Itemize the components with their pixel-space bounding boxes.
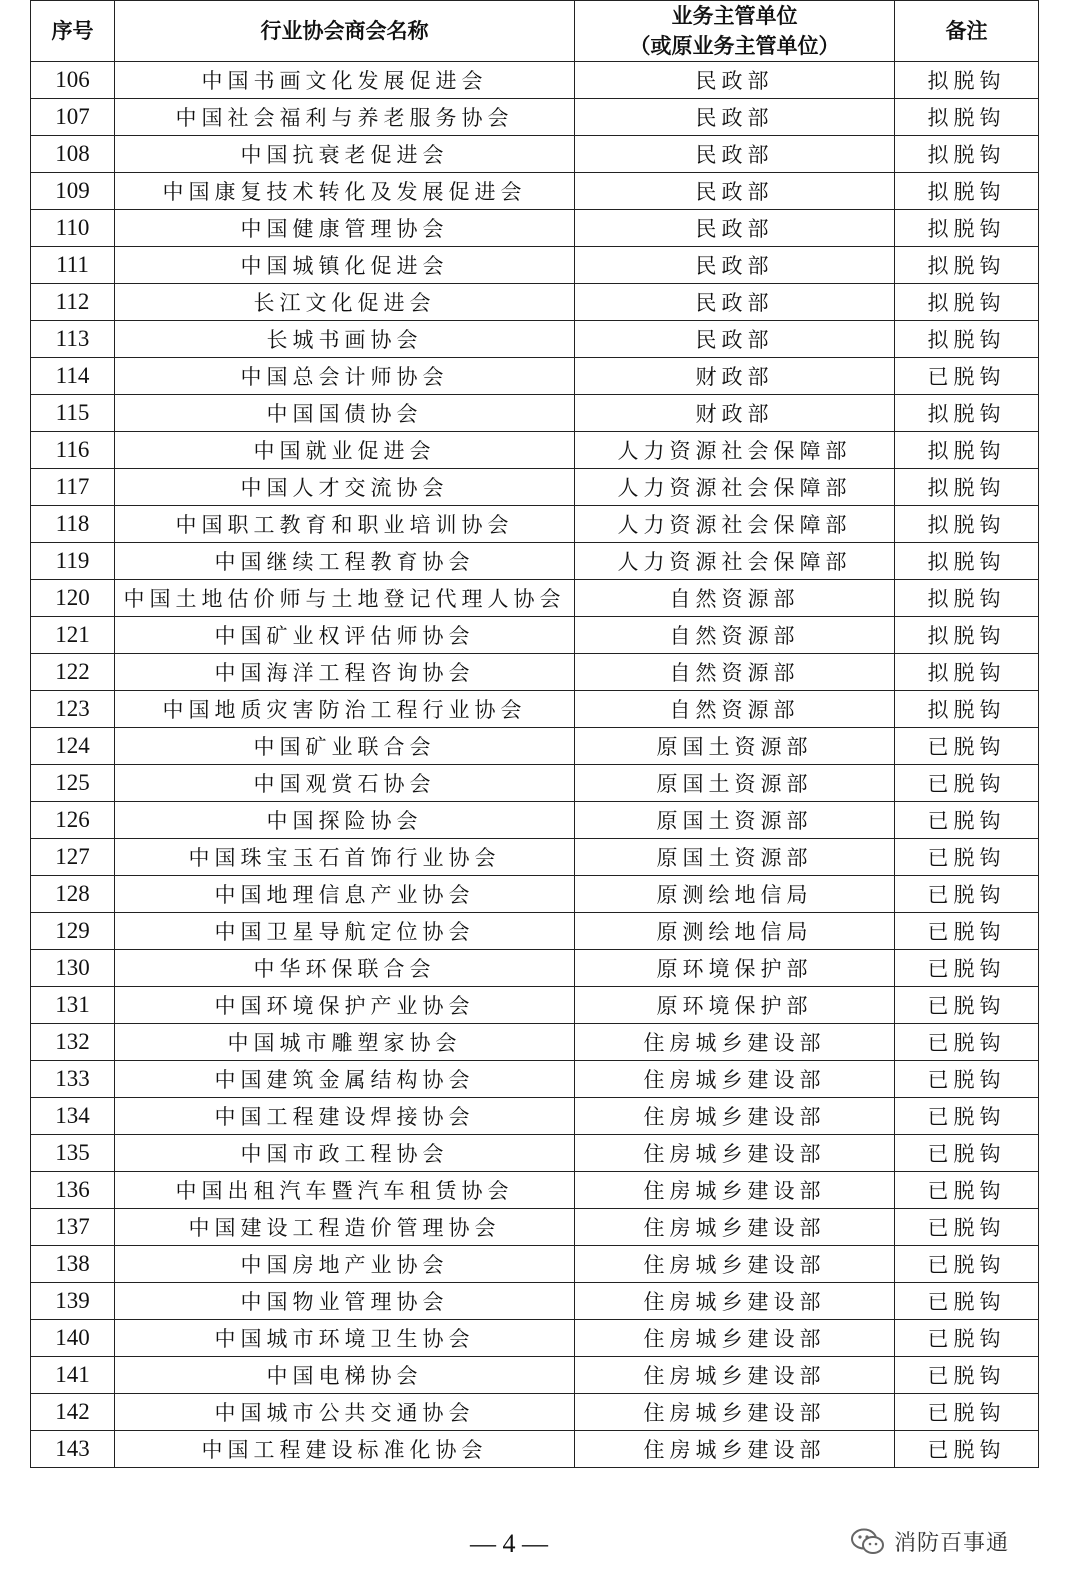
association-name: 中国工程建设焊接协会 [115,1098,575,1135]
supervising-dept: 民政部 [575,321,895,358]
table-row [31,802,1039,839]
supervising-dept: 原国土资源部 [575,802,895,839]
row-index: 121 [31,617,115,654]
association-name: 中国继续工程教育协会 [115,543,575,580]
status-note: 拟脱钩 [895,543,1039,580]
status-note: 已脱钩 [895,1246,1039,1283]
supervising-dept: 原国土资源部 [575,839,895,876]
association-name: 中国康复技术转化及发展促进会 [115,173,575,210]
row-index: 122 [31,654,115,691]
association-table [30,0,1039,1468]
table-row [31,1357,1039,1394]
row-index: 107 [31,99,115,136]
row-index: 128 [31,876,115,913]
table-row [31,1431,1039,1468]
association-name: 中国建筑金属结构协会 [115,1061,575,1098]
status-note: 已脱钩 [895,1431,1039,1468]
association-name: 中国就业促进会 [115,432,575,469]
row-index: 106 [31,62,115,99]
table-row [31,839,1039,876]
row-index: 136 [31,1172,115,1209]
row-index: 109 [31,173,115,210]
association-name: 中国国债协会 [115,395,575,432]
status-note: 已脱钩 [895,839,1039,876]
table-row [31,62,1039,99]
row-index: 135 [31,1135,115,1172]
association-name: 中国市政工程协会 [115,1135,575,1172]
supervising-dept: 住房城乡建设部 [575,1320,895,1357]
status-note: 已脱钩 [895,913,1039,950]
table-row [31,1098,1039,1135]
supervising-dept: 财政部 [575,395,895,432]
supervising-dept: 民政部 [575,62,895,99]
status-note: 已脱钩 [895,1024,1039,1061]
supervising-dept: 人力资源社会保障部 [575,506,895,543]
status-note: 拟脱钩 [895,62,1039,99]
association-name: 中国出租汽车暨汽车租赁协会 [115,1172,575,1209]
status-note: 已脱钩 [895,728,1039,765]
association-name: 中国卫星导航定位协会 [115,913,575,950]
header-dept [575,1,895,62]
table-row [31,506,1039,543]
status-note: 已脱钩 [895,1061,1039,1098]
table-row [31,432,1039,469]
supervising-dept: 民政部 [575,210,895,247]
table-row [31,321,1039,358]
table-row [31,358,1039,395]
status-note: 已脱钩 [895,1283,1039,1320]
status-note: 拟脱钩 [895,506,1039,543]
table-row [31,1024,1039,1061]
supervising-dept: 住房城乡建设部 [575,1172,895,1209]
row-index: 125 [31,765,115,802]
status-note: 拟脱钩 [895,617,1039,654]
table-row [31,543,1039,580]
status-note: 已脱钩 [895,358,1039,395]
supervising-dept: 自然资源部 [575,580,895,617]
supervising-dept: 住房城乡建设部 [575,1431,895,1468]
supervising-dept: 住房城乡建设部 [575,1135,895,1172]
status-note: 拟脱钩 [895,247,1039,284]
row-index: 116 [31,432,115,469]
row-index: 133 [31,1061,115,1098]
row-index: 131 [31,987,115,1024]
status-note: 拟脱钩 [895,580,1039,617]
status-note: 已脱钩 [895,950,1039,987]
supervising-dept: 住房城乡建设部 [575,1246,895,1283]
status-note: 已脱钩 [895,1320,1039,1357]
supervising-dept: 民政部 [575,284,895,321]
header-dept-line1: 业务主管单位 [671,4,798,28]
row-index: 127 [31,839,115,876]
supervising-dept: 原测绘地信局 [575,876,895,913]
table-row [31,728,1039,765]
row-index: 139 [31,1283,115,1320]
association-name: 中国土地估价师与土地登记代理人协会 [115,580,575,617]
table-row [31,765,1039,802]
supervising-dept: 民政部 [575,173,895,210]
association-name: 中国城市雕塑家协会 [115,1024,575,1061]
status-note: 已脱钩 [895,802,1039,839]
row-index: 143 [31,1431,115,1468]
supervising-dept: 民政部 [575,136,895,173]
supervising-dept: 自然资源部 [575,654,895,691]
row-index: 112 [31,284,115,321]
status-note: 拟脱钩 [895,321,1039,358]
supervising-dept: 原测绘地信局 [575,913,895,950]
status-note: 拟脱钩 [895,654,1039,691]
row-index: 111 [31,247,115,284]
table-row [31,173,1039,210]
association-name: 中国珠宝玉石首饰行业协会 [115,839,575,876]
row-index: 126 [31,802,115,839]
header-name: 行业协会商会名称 [115,1,575,62]
row-index: 114 [31,358,115,395]
table-row [31,876,1039,913]
table-row [31,654,1039,691]
association-name: 中国观赏石协会 [115,765,575,802]
supervising-dept: 自然资源部 [575,617,895,654]
table-header-row [31,1,1039,62]
association-name: 中国城市环境卫生协会 [115,1320,575,1357]
row-index: 138 [31,1246,115,1283]
association-name: 中国电梯协会 [115,1357,575,1394]
status-note: 拟脱钩 [895,395,1039,432]
supervising-dept: 人力资源社会保障部 [575,469,895,506]
header-note: 备注 [895,1,1039,62]
association-name: 长城书画协会 [115,321,575,358]
page-footer [0,1524,1080,1564]
status-note: 拟脱钩 [895,691,1039,728]
supervising-dept: 民政部 [575,99,895,136]
association-name: 中国环境保护产业协会 [115,987,575,1024]
row-index: 132 [31,1024,115,1061]
status-note: 拟脱钩 [895,173,1039,210]
supervising-dept: 住房城乡建设部 [575,1061,895,1098]
association-name: 长江文化促进会 [115,284,575,321]
association-name: 中国物业管理协会 [115,1283,575,1320]
status-note: 拟脱钩 [895,469,1039,506]
supervising-dept: 原环境保护部 [575,987,895,1024]
table-row [31,1172,1039,1209]
table-row [31,580,1039,617]
supervising-dept: 住房城乡建设部 [575,1098,895,1135]
row-index: 117 [31,469,115,506]
association-name: 中国地质灾害防治工程行业协会 [115,691,575,728]
status-note: 已脱钩 [895,876,1039,913]
association-name: 中国探险协会 [115,802,575,839]
table-row [31,99,1039,136]
association-name: 中国抗衰老促进会 [115,136,575,173]
row-index: 123 [31,691,115,728]
supervising-dept: 人力资源社会保障部 [575,543,895,580]
association-name: 中国人才交流协会 [115,469,575,506]
supervising-dept: 住房城乡建设部 [575,1357,895,1394]
association-name: 中国职工教育和职业培训协会 [115,506,575,543]
row-index: 137 [31,1209,115,1246]
row-index: 115 [31,395,115,432]
watermark-text: 消防百事通 [894,1531,1010,1556]
association-name: 中国城镇化促进会 [115,247,575,284]
supervising-dept: 自然资源部 [575,691,895,728]
status-note: 已脱钩 [895,987,1039,1024]
table-row [31,1246,1039,1283]
watermark [850,1526,1009,1557]
row-index: 119 [31,543,115,580]
table-row [31,247,1039,284]
table-row [31,617,1039,654]
row-index: 141 [31,1357,115,1394]
table-row [31,136,1039,173]
supervising-dept: 民政部 [575,247,895,284]
status-note: 已脱钩 [895,1209,1039,1246]
supervising-dept: 住房城乡建设部 [575,1394,895,1431]
supervising-dept: 原国土资源部 [575,728,895,765]
page-number: — 4 — [470,1529,548,1558]
status-note: 已脱钩 [895,765,1039,802]
table-row [31,1283,1039,1320]
association-name: 中国社会福利与养老服务协会 [115,99,575,136]
header-index: 序号 [31,1,115,62]
association-name: 中国城市公共交通协会 [115,1394,575,1431]
association-name: 中国总会计师协会 [115,358,575,395]
status-note: 已脱钩 [895,1135,1039,1172]
status-note: 拟脱钩 [895,210,1039,247]
table-row [31,395,1039,432]
association-name: 中国书画文化发展促进会 [115,62,575,99]
status-note: 已脱钩 [895,1098,1039,1135]
status-note: 拟脱钩 [895,99,1039,136]
table-row [31,210,1039,247]
row-index: 134 [31,1098,115,1135]
status-note: 已脱钩 [895,1172,1039,1209]
supervising-dept: 住房城乡建设部 [575,1024,895,1061]
association-name: 中国工程建设标准化协会 [115,1431,575,1468]
association-name: 中国矿业权评估师协会 [115,617,575,654]
row-index: 129 [31,913,115,950]
supervising-dept: 财政部 [575,358,895,395]
table-row [31,1209,1039,1246]
table-row [31,987,1039,1024]
row-index: 140 [31,1320,115,1357]
table-row [31,691,1039,728]
association-name: 中国建设工程造价管理协会 [115,1209,575,1246]
supervising-dept: 住房城乡建设部 [575,1283,895,1320]
header-dept-line2: （或原业务主管单位） [629,34,840,58]
row-index: 110 [31,210,115,247]
association-name: 中华环保联合会 [115,950,575,987]
table-row [31,1061,1039,1098]
table-row [31,1394,1039,1431]
association-name: 中国房地产业协会 [115,1246,575,1283]
row-index: 120 [31,580,115,617]
table-row [31,1320,1039,1357]
status-note: 已脱钩 [895,1357,1039,1394]
association-name: 中国健康管理协会 [115,210,575,247]
supervising-dept: 住房城乡建设部 [575,1209,895,1246]
status-note: 已脱钩 [895,1394,1039,1431]
row-index: 124 [31,728,115,765]
table-row [31,284,1039,321]
status-note: 拟脱钩 [895,432,1039,469]
row-index: 108 [31,136,115,173]
table-row [31,950,1039,987]
status-note: 拟脱钩 [895,136,1039,173]
association-name: 中国矿业联合会 [115,728,575,765]
wechat-icon [850,1527,886,1557]
row-index: 130 [31,950,115,987]
supervising-dept: 原国土资源部 [575,765,895,802]
table-body [31,62,1039,1468]
supervising-dept: 原环境保护部 [575,950,895,987]
table-row [31,1135,1039,1172]
row-index: 113 [31,321,115,358]
table-row [31,469,1039,506]
association-name: 中国地理信息产业协会 [115,876,575,913]
row-index: 118 [31,506,115,543]
association-name: 中国海洋工程咨询协会 [115,654,575,691]
status-note: 拟脱钩 [895,284,1039,321]
table-row [31,913,1039,950]
row-index: 142 [31,1394,115,1431]
supervising-dept: 人力资源社会保障部 [575,432,895,469]
